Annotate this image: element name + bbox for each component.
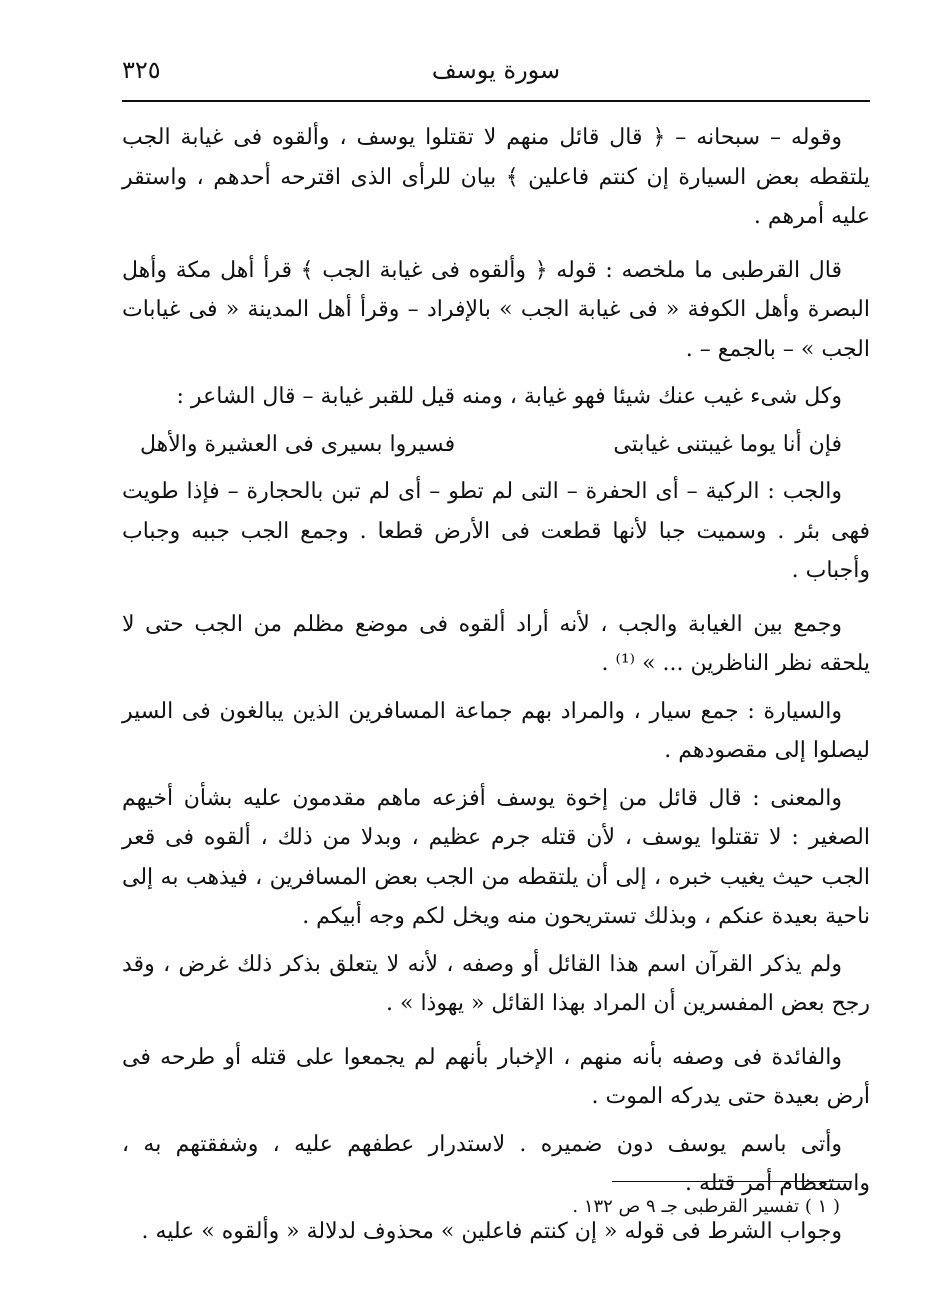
header-rule [122,100,870,102]
footnote-rule [612,1181,852,1182]
page-header [122,56,870,96]
paragraph: ولم يذكر القرآن اسم هذا القائل أو وصفه ، لأنه لا يتعلق بذكر ذلك غرض ، وقد رجح بعض المفسرين أن المراد بهذا القائل « يهوذا » . [122,951,870,1016]
body-text [122,118,870,1259]
paragraph: والفائدة فى وصفه بأنه منهم ، الإخبار بأنهم لم يجمعوا على قتله أو طرحه فى أرض بعيدة حتى يدركه الموت . [122,1044,870,1109]
poetry-verse [122,425,870,465]
paragraph: وأتى باسم يوسف دون ضميره . لاستدرار عطفهم عليه ، وشفقتهم به ، واستعظام أمر قتله . [122,1131,870,1196]
paragraph: والمعنى : قال قائل من إخوة يوسف أفزعه ماهم مقدمون عليه بشأن أخيهم الصغير : لا تقتلوا يوسف ، لأن قتله جرم عظيم ، وبدلا من ذلك ، ألقوه فى قعر الجب حيث يغيب خبره ، إلى أن يلتقطه من الجب بعض المسافرين ، فيذهب به إلى ناحية بعيدة عنكم ، وبذلك تستريحون منه ويخل لكم وجه أبيكم . [122,785,870,929]
paragraph: وقوله – سبحانه – ﴿ قال قائل منهم لا تقتلوا يوسف ، وألقوه فى غيابة الجب يلتقطه بعض السيارة إن كنتم فاعلين ﴾ بيان للرأى الذى اقترحه أحدهم ، واستقر عليه أمرهم . [122,125,870,229]
verse-first-hemistich: فإن أنا يوما غيبتنى غيابتى [613,431,842,457]
paragraph: وكل شىء غيب عنك شيئا فهو غيابة ، ومنه قيل للقبر غيابة – قال الشاعر : [176,384,842,409]
paragraph: قال القرطبى ما ملخصه : قوله ﴿ وألقوه فى غيابة الجب ﴾ قرأ أهل مكة وأهل البصرة وأهل الكوفة « فى غيابة الجب » بالإفراد – وقرأ أهل المدينة « فى غيابات الجب » – بالجمع – . [122,257,870,362]
footnote: ( ١ ) تفسير القرطبى جـ ٩ ص ١٣٢ . [572,1196,840,1217]
paragraph: وجمع بين الغيابة والجب ، لأنه أراد ألقوه فى موضع مظلم من الجب حتى لا يلحقه نظر الناظرين ... » ⁽¹⁾ . [122,611,870,676]
paragraph: والجب : الركية – أى الحفرة – التى لم تطو – أى لم تبن بالحجارة – فإذا طويت فهى بئر . وسميت جبا لأنها قطعت فى الأرض قطعا . وجمع الجب جببه وجباب وأجباب . [122,479,870,583]
page-number: ٣٢٥ [122,56,161,84]
paragraph: والسيارة : جمع سيار ، والمراد بهم جماعة المسافرين الذين يبالغون فى السير ليصلوا إلى مقصودهم . [122,698,870,763]
paragraph: وجواب الشرط فى قوله « إن كنتم فاعلين » محذوف لدلالة « وألقوه » عليه . [141,1218,842,1244]
running-title: سورة يوسف [431,56,561,84]
verse-second-hemistich: فسيروا بسيرى فى العشيرة والأهل [140,431,456,457]
